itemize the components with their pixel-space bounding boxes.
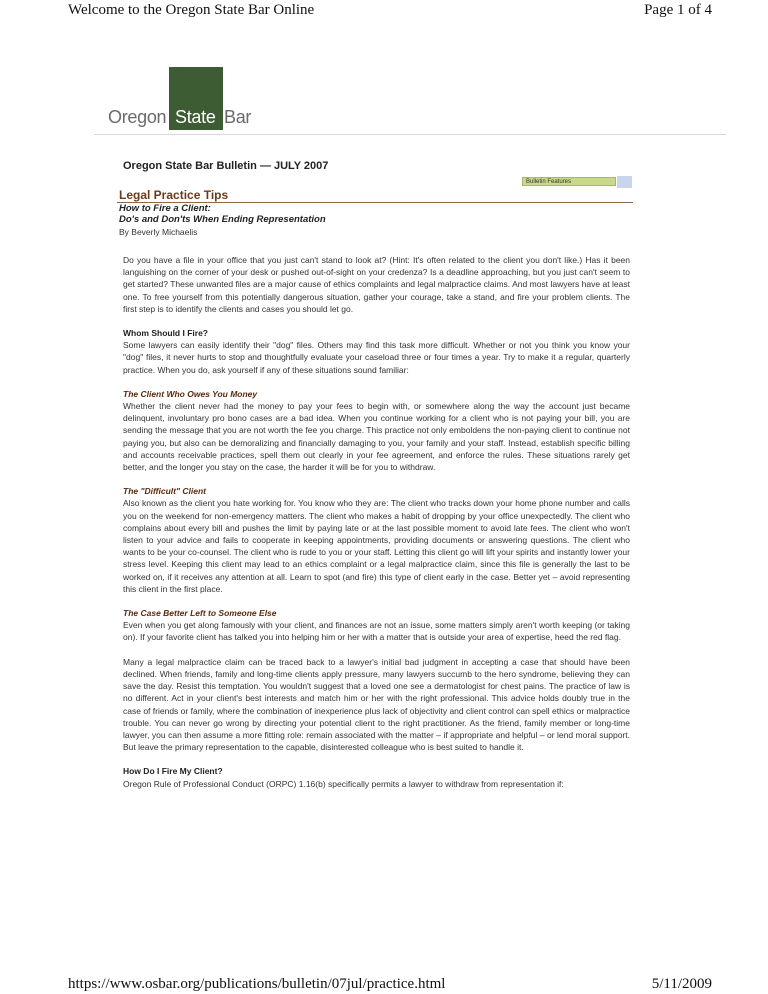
paragraph-difficult-client: Also known as the client you hate working for. You know who they are: The client who tracks down your home phone number and calls you on the weekend for non-emergency matters. The client who makes a habit of dropping by your office unexpectedly. The client who complains about every bill and pushes the limit by paying late or at the last possible moment to avoid late fees. The client who won't listen to your advice and fails to cooperate in keeping appointments, providing documents or answering questions. The client who wants to be your co-counsel. The client who is rude to you or your staff. Letting this client go will lift your spirits and instantly lower your stress level. Keeping this client may lead to an ethics complaint or a legal malpractice claim, since this file is generally the last to be worked on, if it receives any attention at all. Learn to spot (and fire) this type of client early in the case. Better yet – avoid representing this client in the first place. xyxy=(123,498,630,594)
print-header-page: Page 1 of 4 xyxy=(644,2,712,18)
logo-word-bar: Bar xyxy=(224,107,252,127)
article-byline: By Beverly Michaelis xyxy=(119,227,198,237)
print-footer-date: 5/11/2009 xyxy=(651,976,712,992)
heading-whom-should-i-fire: Whom Should I Fire? xyxy=(123,328,208,339)
paragraph-orpc-rule: Oregon Rule of Professional Conduct (ORPC) 1.16(b) specifically permits a lawyer to withdraw from representation if: xyxy=(123,778,564,789)
logo-word-state: State xyxy=(175,107,216,127)
heading-case-better-left: The Case Better Left to Someone Else xyxy=(123,608,277,619)
article-title: How to Fire a Client: xyxy=(119,203,211,214)
section-title: Legal Practice Tips xyxy=(119,188,229,202)
print-header xyxy=(68,2,712,19)
bulletin-title: Oregon State Bar Bulletin — JULY 2007 xyxy=(123,160,329,172)
article-subtitle: Do's and Don'ts When Ending Representation xyxy=(119,214,326,225)
heading-client-owes-money: The Client Who Owes You Money xyxy=(123,388,258,399)
print-footer xyxy=(68,976,712,993)
print-header-title: Welcome to the Oregon State Bar Online xyxy=(68,2,315,18)
bulletin-features-tab[interactable]: Bulletin Features xyxy=(522,177,616,186)
oregon-state-bar-logo[interactable] xyxy=(108,67,252,131)
paragraph-whom-should-i-fire: Some lawyers can easily identify their "dog" files. Others may find this task more difficult. Whether or not you think you know your "dog" files, it never hurts to stop and thoughtfully evaluate your caseload three or four times a year. Try to make it a regular, quarterly practice. When you do, ask yourself if any of these situations sound familiar: xyxy=(123,340,630,375)
header-divider xyxy=(94,134,726,135)
paragraph-malpractice-claim: Many a legal malpractice claim can be traced back to a lawyer's initial bad judgment in accepting a case that should have been declined. When friends, family and long-time clients apply pressure, many lawyers succumb to the hero syndrome, believing they can save the day. Resist this temptation. You wouldn't suggest that a loved one see a dermatologist for chest pains. The practice of law is no different. Act in your client's best interests and match him or her with the right professional. This advice holds doubly true in the case of friends or family, where the combination of inexperience plus lack of objectivity and client control can spell ethics or malpractice trouble. You can never go wrong by directing your potential client to the right practitioner. As the friend, family member or long-time lawyer, you can then assume a more fitting role: remain associated with the matter – if appropriate and helpful – or lend moral support. But leave the primary representation to the capable, disinterested colleague who is best suited to handle it. xyxy=(123,656,630,753)
heading-how-do-i-fire: How Do I Fire My Client? xyxy=(123,766,223,777)
logo-word-oregon: Oregon xyxy=(108,107,167,127)
print-footer-url: https://www.osbar.org/publications/bulletin/07jul/practice.html xyxy=(68,976,446,992)
paragraph-case-better-left: Even when you get along famously with your client, and finances are not an issue, some matters simply aren't worth keeping (or taking on). If your favorite client has talked you into helping him or her with a matter that is outside your area of expertise, heed the red flag. xyxy=(123,620,630,643)
paragraph-client-owes-money: Whether the client never had the money to pay your fees to begin with, or somewhere along the way the account just became delinquent, involuntary pro bono cases are a bad idea. When you continue working for a client who is not paying your bill, you are sending the message that you are not worth the fee you charge. This practice not only emboldens the non-paying client to continue not paying you, but also can be demoralizing and financially damaging to you, your family and your staff. Instead, establish specific billing and accounts receivable practices, spell them out clearly in your fee agreement, and enforce the rules. These situations rarely get better, and the longer you stay on the case, the harder it will be for you to withdraw. xyxy=(123,401,630,473)
bulletin-features-tab-end xyxy=(617,176,632,188)
heading-difficult-client: The "Difficult" Client xyxy=(123,486,206,497)
intro-paragraph: Do you have a file in your office that you just can't stand to look at? (Hint: It's often related to the client you don't like.) Has it been languishing on the corner of your desk or pushed out-of-sight on your credenza? Is a deadline approaching, but you just can't seem to get started? These unwanted files are a major cause of ethics complaints and legal malpractice claims. And most lawyers have at least one. To free yourself from this potentially dangerous situation, gather your courage, take a stand, and fire your problem clients. The first step is to identify the clients and cases you should let go. xyxy=(123,255,630,314)
article-body xyxy=(123,254,630,802)
